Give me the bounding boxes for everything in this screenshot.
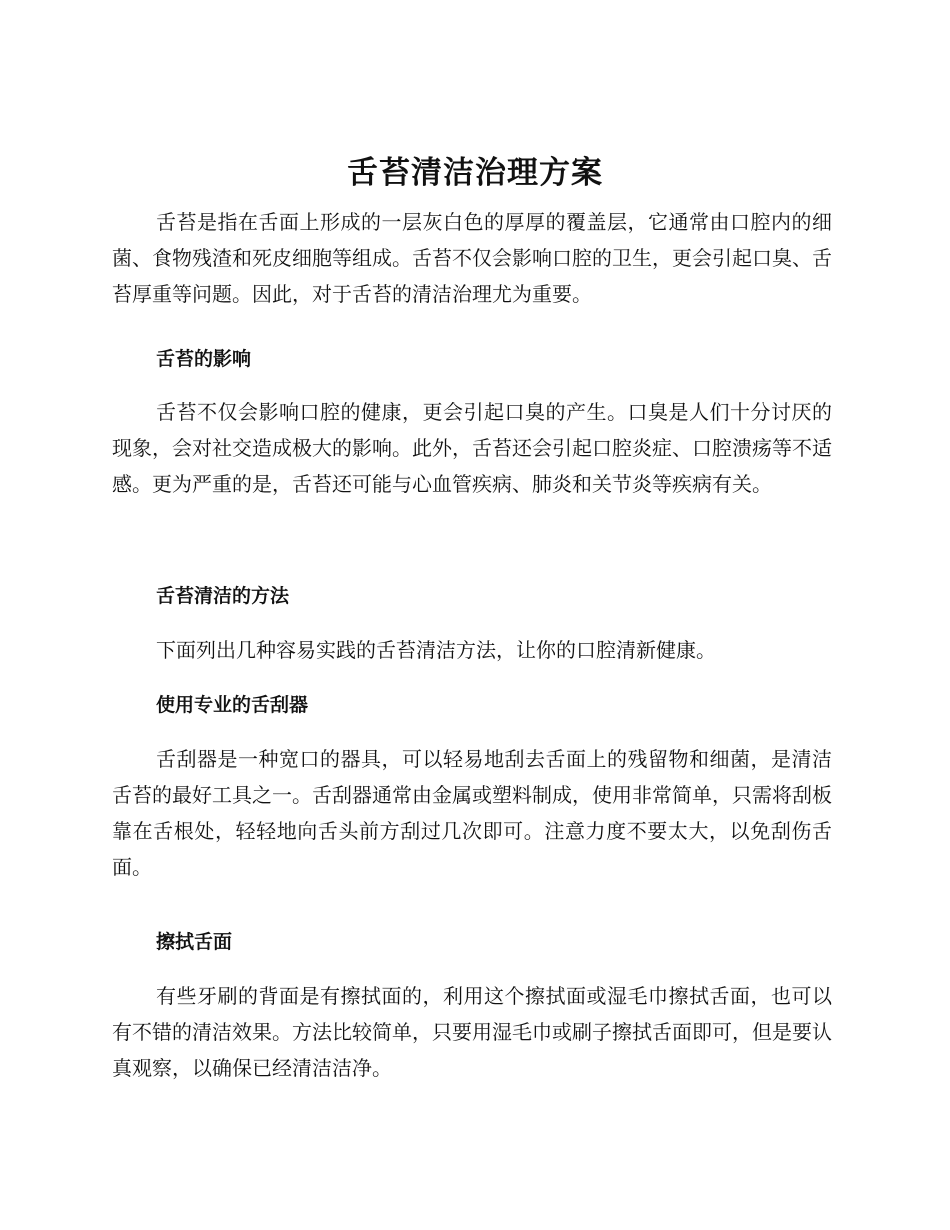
section-heading-methods: 舌苔清洁的方法 [156, 585, 290, 607]
section-body-methods: 下面列出几种容易实践的舌苔清洁方法，让你的口腔清新健康。 [156, 638, 716, 662]
document-title: 舌苔清洁治理方案 [347, 155, 603, 191]
section-body-influence: 舌苔不仅会影响口腔的健康，更会引起口臭的产生。口臭是人们十分讨厌的现象，会对社交造成极大的影响。此外，舌苔还会引起口腔炎症、口腔溃疡等不适感。更为严重的是，舌苔还可能与心血管疾病、肺炎和关节炎等疾病有关。 [112, 400, 832, 496]
section-heading-tongue-scraper: 使用专业的舌刮器 [156, 694, 309, 716]
section-heading-wipe-tongue: 擦拭舌面 [156, 931, 233, 953]
section-body-tongue-scraper: 舌刮器是一种宽口的器具，可以轻易地刮去舌面上的残留物和细菌，是清洁舌苔的最好工具之一。舌刮器通常由金属或塑料制成，使用非常简单，只需将刮板靠在舌根处，轻轻地向舌头前方刮过几次即可。注意力度不要太大，以免刮伤舌面。 [112, 747, 832, 879]
intro-paragraph: 舌苔是指在舌面上形成的一层灰白色的厚厚的覆盖层，它通常由口腔内的细菌、食物残渣和死皮细胞等组成。舌苔不仅会影响口腔的卫生，更会引起口臭、舌苔厚重等问题。因此，对于舌苔的清洁治理尤为重要。 [112, 210, 832, 306]
section-heading-influence: 舌苔的影响 [156, 348, 252, 370]
section-body-wipe-tongue: 有些牙刷的背面是有擦拭面的，利用这个擦拭面或湿毛巾擦拭舌面，也可以有不错的清洁效果。方法比较简单，只要用湿毛巾或刷子擦拭舌面即可，但是要认真观察，以确保已经清洁洁净。 [112, 984, 832, 1080]
